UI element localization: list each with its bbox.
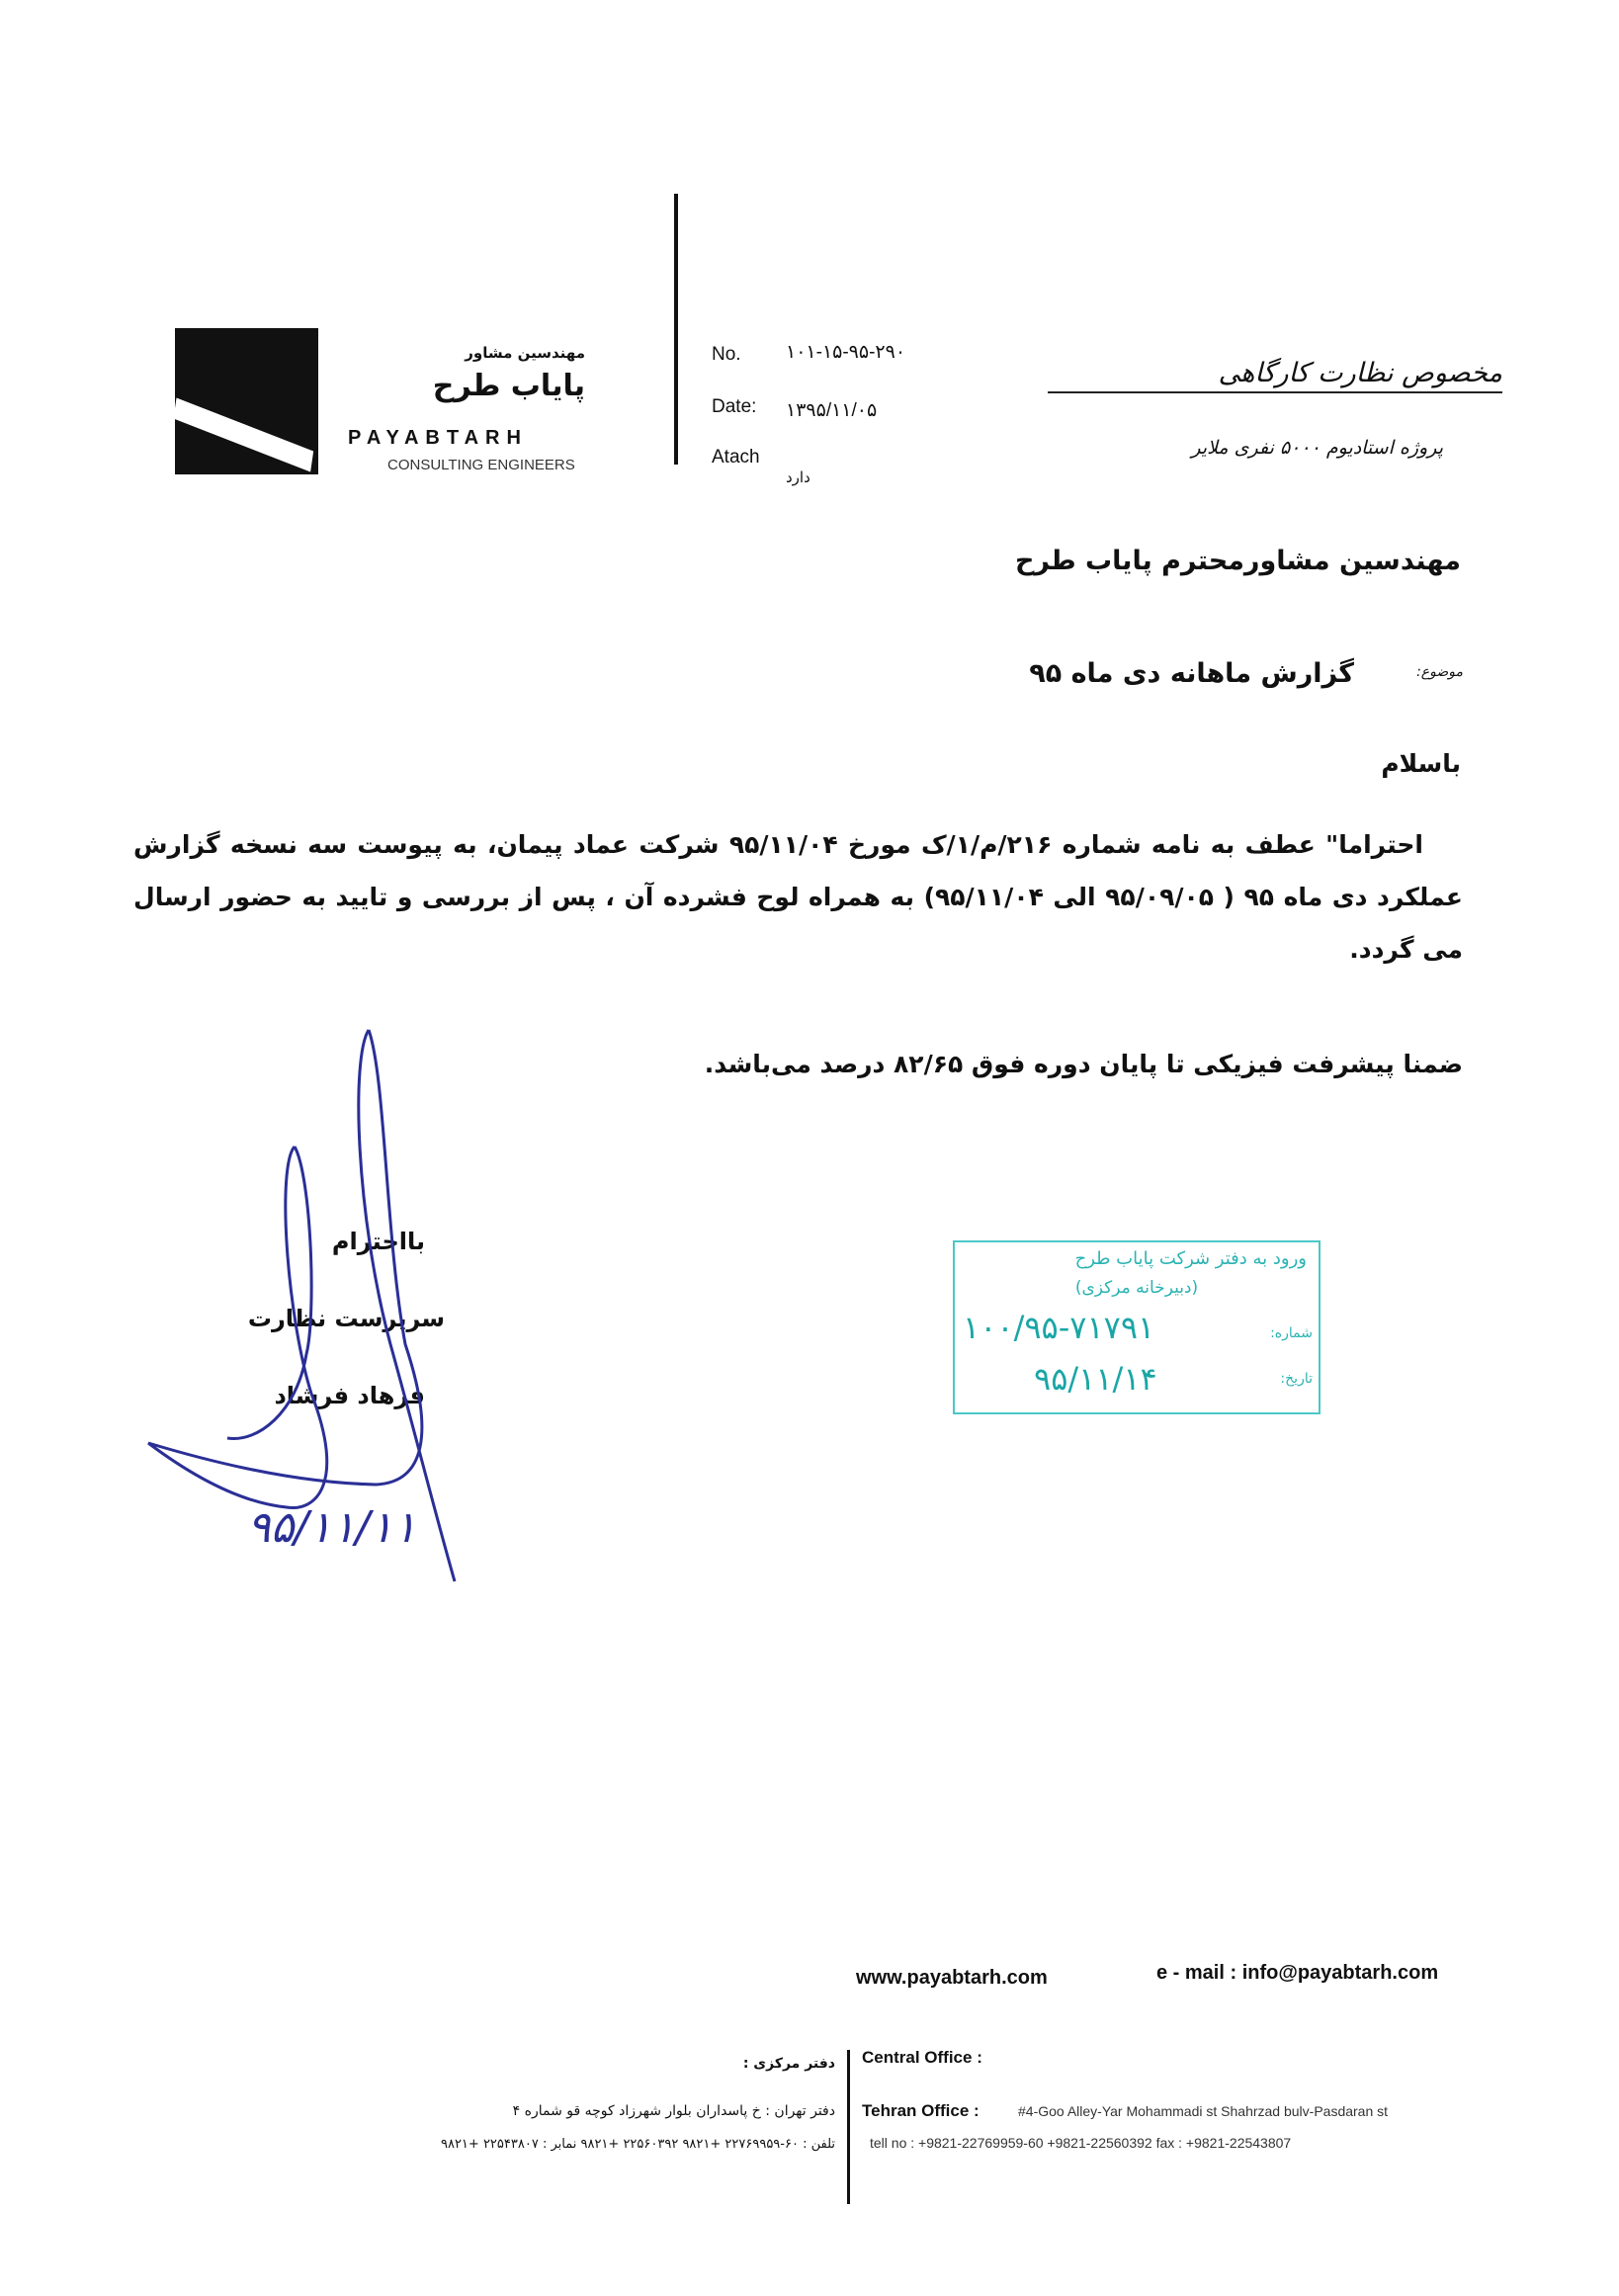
attachment-value: دارد [786, 468, 810, 486]
tehran-office-address: #4-Goo Alley-Yar Mohammadi st Shahrzad bulv-Pasdaran st [1018, 2103, 1389, 2119]
tehran-office-fa: دفتر تهران : خ پاسداران بلوار شهرزاد کوچه قو شماره ۴ [512, 2103, 835, 2119]
closing: بااحترام [331, 1228, 425, 1255]
stamp-line2: (دبیرخانه مرکزی) [1074, 1278, 1199, 1298]
website-link[interactable]: www.payabtarh.com [856, 1967, 1048, 1989]
stamp-number-value: ۱۰۰/۹۵-۷۱۷۹۱ [963, 1309, 1155, 1346]
signature [138, 1018, 514, 1591]
company-logo [175, 328, 318, 474]
company-name-fa: پایاب طرح [432, 369, 585, 403]
recipient: مهندسین مشاورمحترم پایاب طرح [1014, 546, 1461, 576]
progress-note: ضمنا پیشرفت فیزیکی تا پایان دوره فوق ۸۲/۶۵ درصد می‌باشد. [704, 1050, 1463, 1078]
handwritten-project: پروژه استادیوم ۵۰۰۰ نفری ملایر [1191, 437, 1443, 459]
company-tagline: CONSULTING ENGINEERS [387, 457, 575, 473]
stamp-date-label: تاریخ: [1280, 1371, 1313, 1387]
company-name-en: PAYABTARH [348, 427, 528, 449]
received-stamp [953, 1240, 1321, 1414]
company-name-fa-small: مهندسین مشاور [465, 344, 585, 362]
letter-number-label: No. [712, 344, 741, 365]
tehran-phones: tell no : +9821-22769959-60 +9821-22560392 fax : +9821-22543807 [870, 2135, 1292, 2151]
stamp-line1: ورود به دفتر شرکت پایاب طرح [1074, 1248, 1307, 1269]
signer-title: سرپرست نظارت [247, 1305, 445, 1332]
stamp-date-value: ۹۵/۱۱/۱۴ [1034, 1360, 1157, 1398]
signer-name: فرهاد فرشاد [274, 1382, 425, 1409]
letter-date-label: Date: [712, 396, 757, 417]
central-office-fa: دفتر مرکزی : [742, 2056, 835, 2072]
stamp-number-label: شماره: [1270, 1325, 1313, 1341]
email-link[interactable]: e - mail : info@payabtarh.com [1156, 1962, 1439, 1984]
header-divider [674, 194, 678, 465]
attachment-label: Atach [712, 447, 760, 468]
handwritten-title: مخصوص نظارت کارگاهی [1048, 358, 1502, 393]
subject: گزارش ماهانه دی ماه ۹۵ [1029, 658, 1354, 689]
greeting: باسلام [1381, 749, 1461, 778]
footer-divider [847, 2050, 850, 2204]
tehran-phones-fa: تلفن : ۶۰-۲۲۷۶۹۹۵۹ +۹۸۲۱ ۲۲۵۶۰۳۹۲ +۹۸۲۱ نمابر : ۲۲۵۴۳۸۰۷ +۹۸۲۱ [440, 2137, 835, 2152]
letter-number-value: ۱۰۱-۱۵-۹۵-۲۹۰ [786, 342, 906, 363]
signature-date: ۹۵/۱۱/۱۱ [247, 1502, 417, 1553]
subject-label: موضوع: [1416, 664, 1463, 680]
body-paragraph: احتراما" عطف به نامه شماره ۲۱۶/م/۱/ک مورخ ۹۵/۱۱/۰۴ شرکت عماد پیمان، به پیوست سه نسخه گزارش عملکرد دی ماه ۹۵ ( ۹۵/۰۹/۰۵ الی ۹۵/۱۱/۰۴) به همراه لوح فشرده آن ، پس از بررسی و تایید به حضور ارسال می گردد. [133, 830, 1463, 964]
letter-date-value: ۱۳۹۵/۱۱/۰۵ [786, 400, 878, 421]
tehran-office-label: Tehran Office : [862, 2101, 980, 2120]
central-office-en: Central Office : [862, 2048, 982, 2067]
